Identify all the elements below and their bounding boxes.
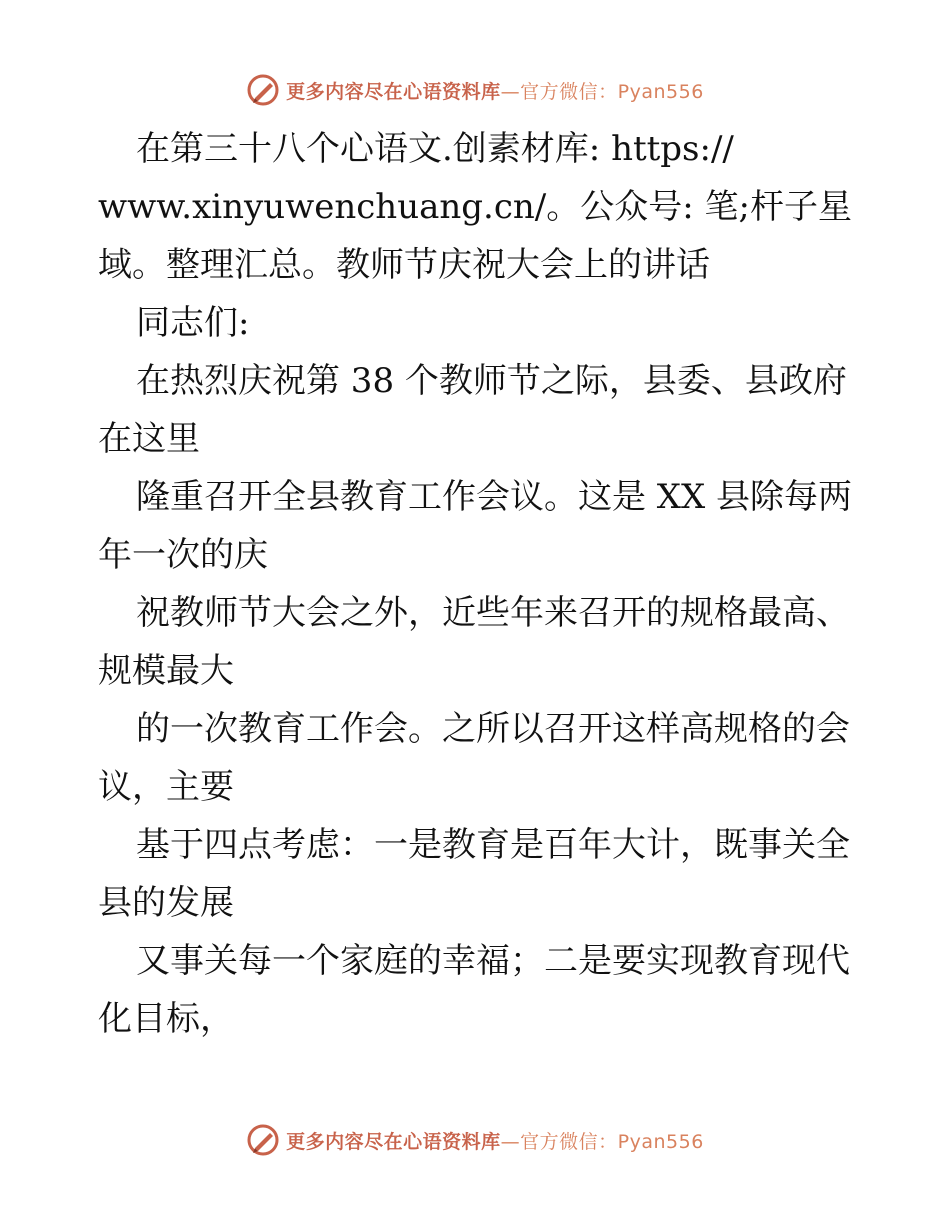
body-line-9: 祝教师节大会之外，近些年来召开的规格最高、	[136, 593, 850, 633]
footer-separator: —	[500, 1130, 521, 1153]
body-line-15: 又事关每一个家庭的幸福；二是要实现教育现代	[136, 941, 850, 981]
body-line-5: 在热烈庆祝第 38 个教师节之际，县委、县政府	[136, 361, 847, 401]
body-line-13: 基于四点考虑：一是教育是百年大计，既事关全	[136, 825, 850, 865]
pen-logo-icon	[246, 73, 280, 107]
footer-watermark-text	[286, 1127, 704, 1154]
body-line-12: 议，主要	[98, 767, 234, 807]
body-line-7: 隆重召开全县教育工作会议。这是 XX 县除每两	[136, 477, 853, 517]
body-line-14: 县的发展	[98, 883, 234, 923]
header-watermark-banner	[0, 70, 950, 110]
header-separator: —	[500, 80, 521, 103]
body-line-16: 化目标，	[98, 999, 234, 1039]
body-line-3: 域。整理汇总。教师节庆祝大会上的讲话	[98, 245, 710, 285]
document-body	[98, 120, 858, 1048]
header-brand: 更多内容尽在心语资料库	[286, 80, 501, 103]
body-line-4: 同志们:	[136, 303, 250, 343]
body-line-11: 的一次教育工作会。之所以召开这样高规格的会	[136, 709, 850, 749]
footer-contact: 官方微信：Pyan556	[520, 1130, 704, 1153]
body-line-1: 在第三十八个心语文.创素材库: https://	[136, 129, 734, 169]
body-line-2: www.xinyuwenchuang.cn/。公众号: 笔;杆子星	[98, 187, 852, 227]
body-line-8: 年一次的庆	[98, 535, 268, 575]
body-line-6: 在这里	[98, 419, 200, 459]
header-watermark-text	[286, 77, 704, 104]
pen-logo-icon	[246, 1123, 280, 1157]
footer-brand: 更多内容尽在心语资料库	[286, 1130, 501, 1153]
footer-watermark-banner	[0, 1120, 950, 1160]
header-contact: 官方微信：Pyan556	[520, 80, 704, 103]
body-line-10: 规模最大	[98, 651, 234, 691]
